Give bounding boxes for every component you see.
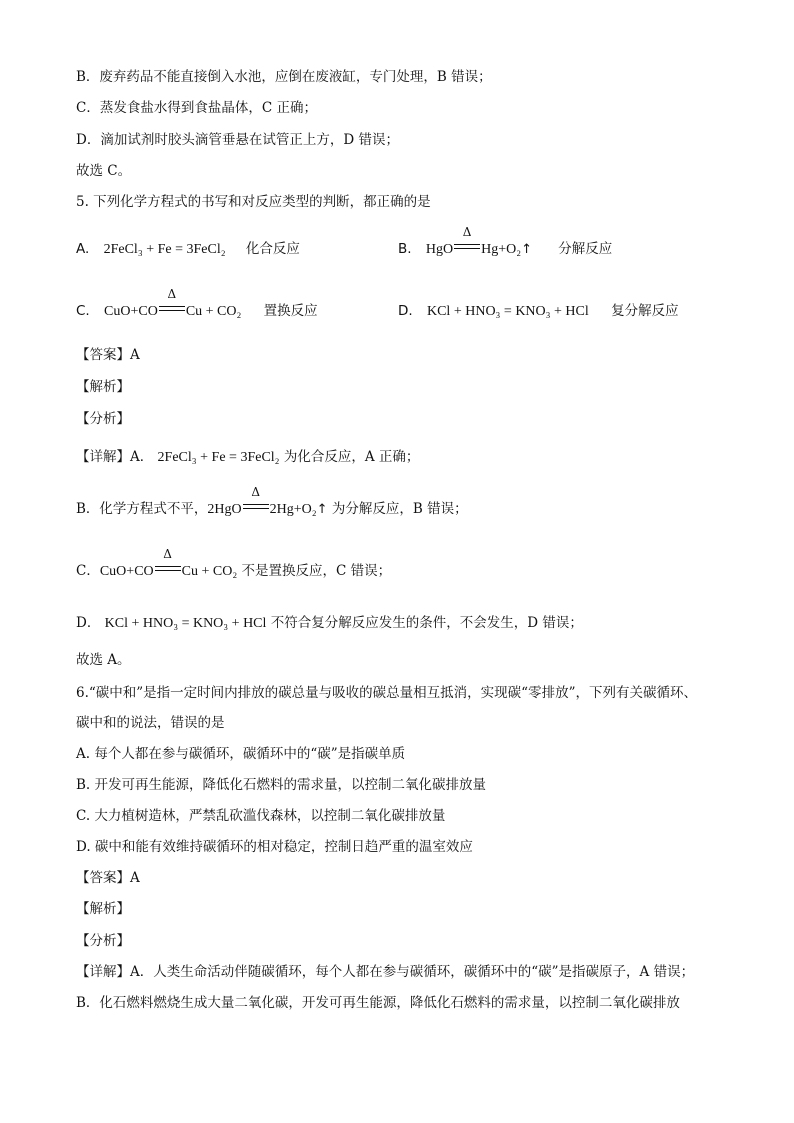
reaction-type: 化合反应 [245, 241, 300, 257]
heat-condition [155, 547, 181, 580]
equation: 2FeCl₃ + Fe = 3FeCl₂ [157, 450, 280, 465]
gas-arrow-icon: ↑ [316, 502, 328, 517]
detail-b [76, 485, 468, 519]
analysis-label: 【解析】 [76, 379, 130, 395]
detail-prefix: C． [76, 563, 100, 579]
equation-right: Hg+O₂ [481, 242, 522, 257]
detail-b: B．化石燃料燃烧生成大量二氧化碳，开发可再生能源，降低化石燃料的需求量，以控制二氧化碳排放 [76, 995, 680, 1011]
fenxi-label: 【分析】 [76, 411, 130, 427]
detail-d [76, 614, 583, 633]
detail-c [76, 547, 392, 581]
equation: 2FeCl₃ + Fe = 3FeCl₂ [103, 242, 226, 257]
text-line: 故选 C。 [76, 163, 132, 179]
q6-option-c: C. 大力植树造林，严禁乱砍滥伐森林，以控制二氧化碳排放量 [76, 808, 446, 824]
reaction-type: 分解反应 [558, 241, 613, 257]
equation-left: 2HgO [207, 502, 242, 517]
fenxi-label: 【分析】 [76, 933, 130, 949]
delta-icon: Δ [462, 225, 472, 239]
option-label: A. [76, 241, 90, 257]
question-5-stem: 5. 下列化学方程式的书写和对反应类型的判断，都正确的是 [76, 194, 431, 210]
equation-left: CuO+CO [99, 564, 154, 579]
answer-label: 【答案】A [76, 347, 140, 363]
q5-option-b [398, 225, 613, 259]
text-line: C．蒸发食盐水得到食盐晶体，C 正确； [76, 100, 317, 116]
detail-prefix: B．化学方程式不平， [76, 501, 208, 517]
equation-left: HgO [425, 242, 454, 257]
reaction-type: 置换反应 [263, 303, 318, 319]
delta-icon: Δ [251, 485, 260, 499]
detail-suffix: 为化合反应，A 正确； [283, 449, 420, 465]
equation-left: CuO+CO [104, 304, 158, 319]
question-6-stem: 6.“碳中和”是指一定时间内排放的碳总量与吸收的碳总量相互抵消，实现碳“零排放”，下列有关碳循环、 [76, 685, 697, 701]
choose-line: 故选 A。 [76, 652, 131, 668]
heat-condition [454, 225, 480, 258]
detail-suffix: 不是置换反应，C 错误； [241, 563, 392, 579]
gas-arrow-icon: ↑ [521, 242, 532, 257]
delta-icon: Δ [167, 287, 177, 301]
equation-right: Cu + CO₂ [185, 304, 242, 319]
q5-option-c [76, 287, 318, 321]
detail-suffix: 为分解反应，B 错误； [331, 501, 468, 517]
equation: KCl + HNO₃ = KNO₃ + HCl [426, 304, 589, 319]
heat-condition [159, 287, 185, 320]
equation-right: Cu + CO₂ [181, 564, 238, 579]
detail-a [76, 448, 419, 467]
q6-option-d: D. 碳中和能有效维持碳循环的相对稳定，控制日趋严重的温室效应 [76, 839, 473, 855]
equation-right: 2Hg+O₂ [269, 502, 317, 517]
heat-condition [243, 485, 269, 518]
q6-option-b: B. 开发可再生能源，降低化石燃料的需求量，以控制二氧化碳排放量 [76, 777, 487, 793]
q5-option-d [398, 302, 679, 321]
detail-prefix: D． [76, 615, 101, 631]
detail-a: 【详解】A．人类生命活动伴随碳循环，每个人都在参与碳循环，碳循环中的“碳”是指碳原子，A 错误； [76, 964, 695, 980]
q5-option-a [76, 240, 300, 259]
detail-suffix: 不符合复分解反应发生的条件，不会发生，D 错误； [270, 615, 583, 631]
answer-label: 【答案】A [76, 870, 140, 886]
text-line: B．废弃药品不能直接倒入水池，应倒在废液缸，专门处理，B 错误； [76, 69, 492, 85]
option-label: B. [398, 241, 412, 257]
detail-prefix: 【详解】A． [76, 449, 154, 465]
option-label: D. [398, 303, 413, 319]
option-label: C. [76, 303, 90, 319]
q6-option-a: A. 每个人都在参与碳循环，碳循环中的“碳”是指碳单质 [76, 746, 406, 762]
equation: KCl + HNO₃ = KNO₃ + HCl [104, 616, 267, 631]
reaction-type: 复分解反应 [611, 303, 679, 319]
text-line: D．滴加试剂时胶头滴管垂悬在试管正上方，D 错误； [76, 132, 399, 148]
analysis-label: 【解析】 [76, 901, 130, 917]
question-6-stem-cont: 碳中和的说法，错误的是 [76, 715, 225, 731]
delta-icon: Δ [163, 547, 172, 561]
